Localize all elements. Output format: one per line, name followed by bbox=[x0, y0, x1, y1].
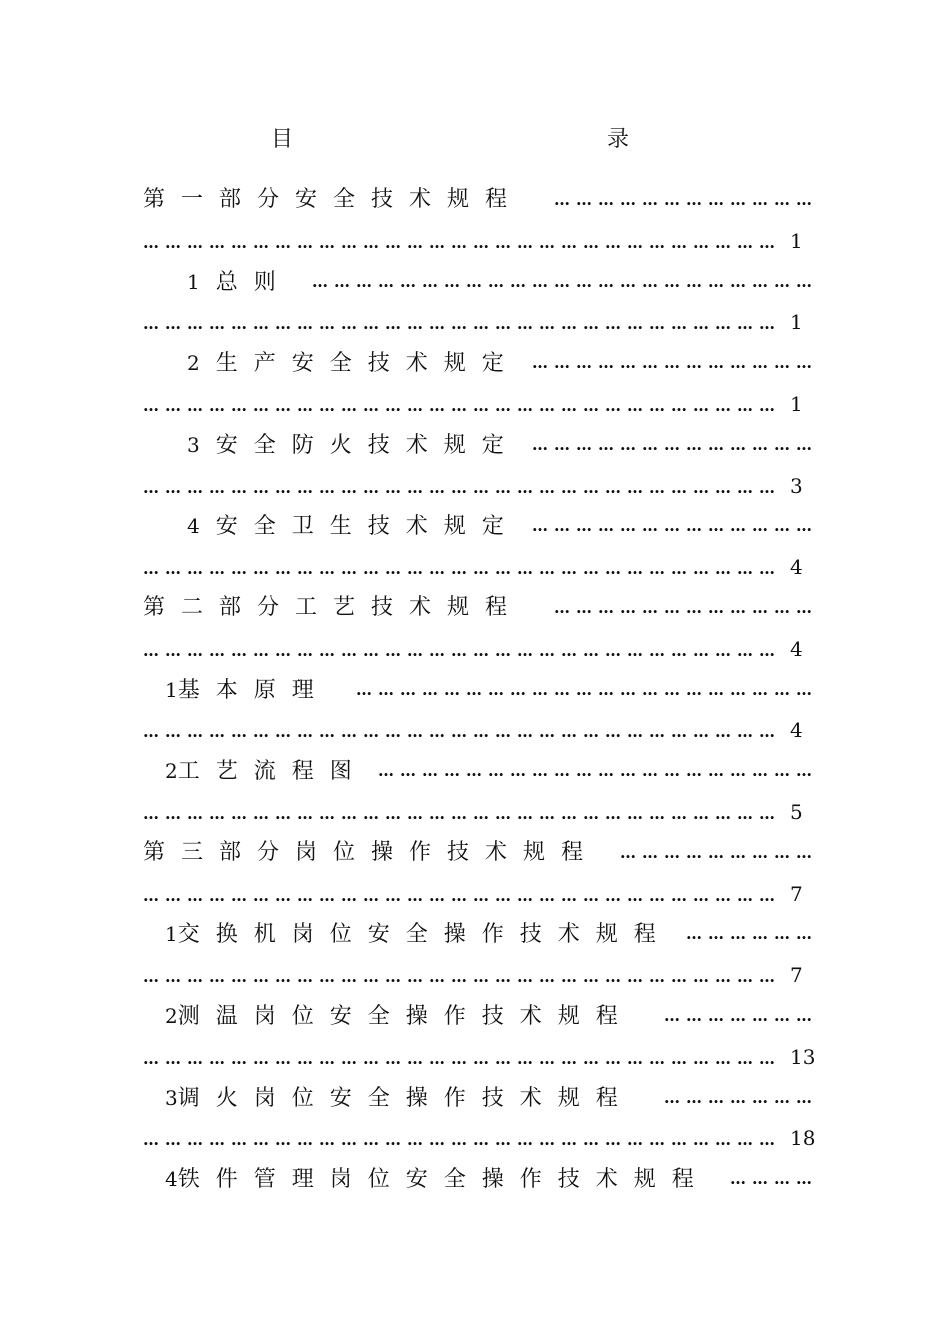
section-number: 4 bbox=[165, 1167, 178, 1192]
toc-entry-line bbox=[143, 425, 818, 466]
dot-leader: ……………………………… bbox=[554, 190, 818, 209]
toc-entry-label: 铁件管理岗位安全操作技术规程 bbox=[177, 1167, 710, 1193]
dot-leader: …………………………………………………………………………… bbox=[143, 885, 781, 905]
page-number: 4 bbox=[790, 718, 803, 743]
page-number: 18 bbox=[790, 1126, 816, 1151]
dot-leader: …………………………………………………………… bbox=[312, 271, 818, 291]
toc-entry-label: 总则 bbox=[215, 269, 292, 295]
toc-entry-label: 生产安全技术规定 bbox=[215, 351, 520, 377]
toc-entry-line bbox=[143, 1078, 818, 1119]
toc-entry-page-line bbox=[143, 466, 818, 507]
section-number: 1 bbox=[165, 922, 178, 947]
section-number: 2 bbox=[187, 351, 200, 376]
toc-entry-line bbox=[143, 670, 818, 711]
toc-entry-label: 基本原理 bbox=[177, 677, 330, 703]
dot-leader: …………………………………………………………………………… bbox=[143, 477, 781, 497]
dot-leader: …………………………………………………………………………… bbox=[143, 640, 781, 660]
toc-entry-label: 交换机岗位安全操作技术规程 bbox=[177, 922, 672, 948]
dot-leader: ………… bbox=[730, 1169, 818, 1189]
toc-entry-label: 安全防火技术规定 bbox=[215, 432, 520, 458]
dot-leader: ………………………………… bbox=[532, 353, 818, 373]
toc-title: 目 录 bbox=[270, 127, 719, 152]
dot-leader: …………………………………………………… bbox=[378, 761, 818, 781]
dot-leader: ……………………………… bbox=[554, 597, 818, 617]
toc-entry-page-line bbox=[143, 302, 818, 343]
toc-entry-label: 调火岗位安全操作技术规程 bbox=[177, 1085, 634, 1111]
dot-leader: ………………… bbox=[664, 1005, 818, 1025]
toc-entry-line bbox=[143, 180, 818, 221]
toc-entry-line bbox=[143, 262, 818, 303]
section-number: 4 bbox=[187, 514, 200, 539]
toc-entry-label: 第一部分安全技术规程 bbox=[143, 187, 524, 212]
toc-entry-label: 第三部分岗位操作技术规程 bbox=[143, 839, 600, 865]
page-number: 7 bbox=[790, 881, 803, 906]
toc-entry-page-line bbox=[143, 221, 818, 262]
dot-leader: …………………………………………………………………………… bbox=[143, 1048, 781, 1068]
page-number: 1 bbox=[790, 228, 803, 253]
dot-leader: …………………………………………………………………………… bbox=[143, 722, 781, 742]
dot-leader: ………………………………… bbox=[532, 434, 818, 454]
page-number: 1 bbox=[790, 391, 803, 416]
page-number: 4 bbox=[790, 555, 803, 580]
toc-entry-line bbox=[143, 833, 818, 874]
toc-entry-line bbox=[143, 588, 818, 629]
toc-entry-page-line bbox=[143, 1037, 818, 1078]
page-number: 4 bbox=[790, 636, 803, 661]
dot-leader: …………………………………………………………………………… bbox=[143, 967, 781, 987]
toc-entry-page-line bbox=[143, 1118, 818, 1159]
section-number: 2 bbox=[165, 1003, 178, 1028]
toc-entry-label: 安全卫生技术规定 bbox=[215, 514, 520, 540]
dot-leader: …………………………………………………………………………… bbox=[143, 803, 781, 823]
dot-leader: …………………………………………………………………………… bbox=[143, 1130, 781, 1150]
table-of-contents bbox=[143, 180, 818, 1200]
toc-entry-page-line bbox=[143, 629, 818, 670]
toc-entry-page-line bbox=[143, 874, 818, 915]
dot-leader: …………………………………………………………………………… bbox=[143, 395, 781, 415]
toc-entry-line bbox=[143, 1159, 818, 1200]
section-number: 3 bbox=[165, 1085, 178, 1110]
section-number: 3 bbox=[187, 432, 200, 457]
toc-entry-line bbox=[143, 343, 818, 384]
dot-leader: ……………… bbox=[686, 924, 818, 944]
dot-leader: …………………………………………………………………………… bbox=[143, 314, 781, 334]
toc-entry-label: 第二部分工艺技术规程 bbox=[143, 594, 524, 620]
toc-entry-page-line bbox=[143, 547, 818, 588]
dot-leader: ……………………………………………………… bbox=[356, 679, 818, 699]
toc-entry-label: 测温岗位安全操作技术规程 bbox=[177, 1003, 634, 1029]
toc-entry-page-line bbox=[143, 384, 818, 425]
toc-entry-line bbox=[143, 914, 818, 955]
dot-leader: ………………… bbox=[664, 1087, 818, 1107]
dot-leader: …………………………………………………………………………… bbox=[143, 232, 781, 252]
toc-entry-line bbox=[143, 996, 818, 1037]
page-number: 5 bbox=[790, 799, 803, 824]
dot-leader: ……………………… bbox=[620, 842, 818, 862]
toc-entry-page-line bbox=[143, 955, 818, 996]
toc-entry-line bbox=[143, 751, 818, 792]
page-number: 1 bbox=[790, 310, 803, 335]
dot-leader: ………………………………… bbox=[532, 516, 818, 536]
toc-entry-label: 工艺流程图 bbox=[177, 759, 368, 785]
page-number: 13 bbox=[790, 1044, 816, 1069]
section-number: 1 bbox=[165, 677, 178, 702]
section-number: 1 bbox=[187, 269, 200, 294]
toc-entry-page-line bbox=[143, 710, 818, 751]
toc-entry-page-line bbox=[143, 792, 818, 833]
toc-entry-line bbox=[143, 506, 818, 547]
dot-leader: …………………………………………………………………………… bbox=[143, 559, 781, 579]
page-number: 7 bbox=[790, 963, 803, 988]
page-number: 3 bbox=[790, 473, 803, 498]
section-number: 2 bbox=[165, 759, 178, 784]
